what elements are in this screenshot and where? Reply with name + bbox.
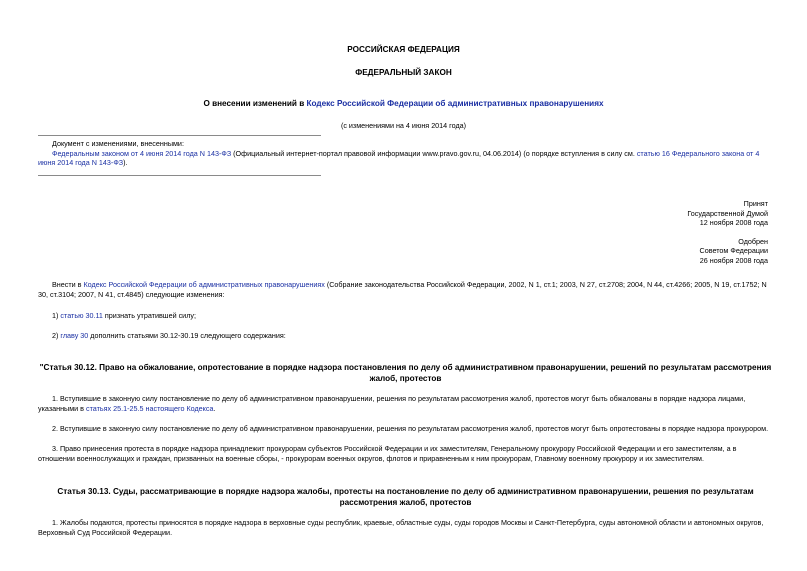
code-link[interactable]: Кодекс Российской Федерации об административных правонарушениях [306, 99, 604, 108]
approved-label: Одобрен [738, 236, 768, 246]
article-30-12-p2: 2. Вступившие в законную силу постановление по делу об административном правонарушении, решения по результатам рассмотрения жалоб, протестов могут быть опротестованы в порядке надзора прокурором. [52, 424, 769, 433]
edition-note: (с изменениями на 4 июня 2014 года) [340, 121, 467, 130]
article-16-link[interactable]: статью 16 Федерального закона от 4 июня 2014 года N 143-ФЗ [38, 148, 760, 168]
changes-box-text [38, 149, 773, 168]
changes-box-end: ). [123, 158, 128, 168]
article-30-11-link[interactable]: статью 30.11 [60, 311, 103, 320]
adopted-block [468, 199, 768, 266]
approved-by: Советом Федерации [699, 246, 768, 256]
law-title [0, 99, 807, 109]
intro-prefix: Внести в [52, 280, 84, 289]
amending-law-link[interactable]: Федеральным законом от 4 июня 2014 года N 143-ФЗ [52, 148, 232, 158]
articles-25-link[interactable]: статьях 25.1-25.5 настоящего Кодекса [85, 403, 214, 413]
article-30-12-p1 [38, 394, 773, 413]
list-item-1 [38, 311, 773, 321]
changes-box-label: Документ с изменениями, внесенными: [52, 139, 184, 148]
article-30-13-p1: 1. Жалобы подаются, протесты приносятся в порядке надзора в верховные суды республик, краевые, областные суды, суды городов Москвы и Санкт-Петербурга, суды автономной области и автономных округов, Верховный Суд Российской Федерации. [38, 518, 764, 537]
intro-paragraph [38, 280, 773, 299]
article-30-13-heading: Статья 30.13. Суды, рассматривающие в порядке надзора жалобы, протесты на постановление по делу об административном правонарушении, решения по результатам рассмотрения жалоб, протестов [57, 487, 754, 507]
intro-text: (Собрание законодательства Российской Федерации, 2002, N 1, ст.1; 2003, N 27, ст.2708; 2004, N 44, ст.4266; 2005, N 19, ст.1752; N 30, ст.3104; 2007, N 41, ст.4845) следующие изменения: [38, 280, 767, 299]
divider-top [38, 135, 321, 136]
article-30-12-heading: "Статья 30.12. Право на обжалование, опротестование в порядке надзора постановления по делу об административном правонарушении, решений по результатам рассмотрения жалоб, протестов [39, 363, 772, 383]
divider-bottom [38, 175, 321, 176]
list-item-2 [38, 331, 773, 341]
chapter-30-link[interactable]: главу 30 [60, 331, 89, 340]
p1-end: . [213, 403, 216, 413]
law-type-title: ФЕДЕРАЛЬНЫЙ ЗАКОН [355, 68, 452, 77]
item-2-text: дополнить статьями 30.12-30.19 следующего содержания: [88, 331, 286, 340]
item-2-num: 2) [52, 331, 61, 340]
country-title: РОССИЙСКАЯ ФЕДЕРАЦИЯ [347, 45, 460, 54]
intro-code-link[interactable]: Кодекс Российской Федерации об административных правонарушениях [83, 280, 325, 289]
changes-box [38, 139, 773, 168]
law-title-prefix: О внесении изменений в [203, 99, 307, 108]
adopted-label: Принят [743, 199, 768, 208]
item-1-num: 1) [52, 311, 61, 320]
adopted-by: Государственной Думой [687, 208, 768, 218]
p1-text: 1. Вступившие в законную силу постановление по делу об административном правонарушении, решения по результатам рассмотрения жалоб, протестов могут быть обжалованы в порядке надзора лицами, указанными в [38, 394, 746, 413]
adopted-date: 12 ноября 2008 года [699, 218, 768, 228]
item-1-text: признать утратившей силу; [102, 311, 196, 320]
changes-box-source: (Официальный интернет-портал правовой информации www.pravo.gov.ru, 04.06.2014) (о порядке вступления в силу см. [231, 148, 637, 158]
approved-date: 26 ноября 2008 года [699, 255, 768, 265]
article-30-12-p3: 3. Право принесения протеста в порядке надзора принадлежит прокурорам субъектов Российской Федерации и их заместителям, Генеральному прокурору Российской Федерации и его заместителям, а в отношении военнослужащих и граждан, призванных на военные сборы, - прокурорам военных округов, флотов и приравненным к ним прокурорам, Главному военному прокурору и их заместителям. [38, 444, 737, 463]
